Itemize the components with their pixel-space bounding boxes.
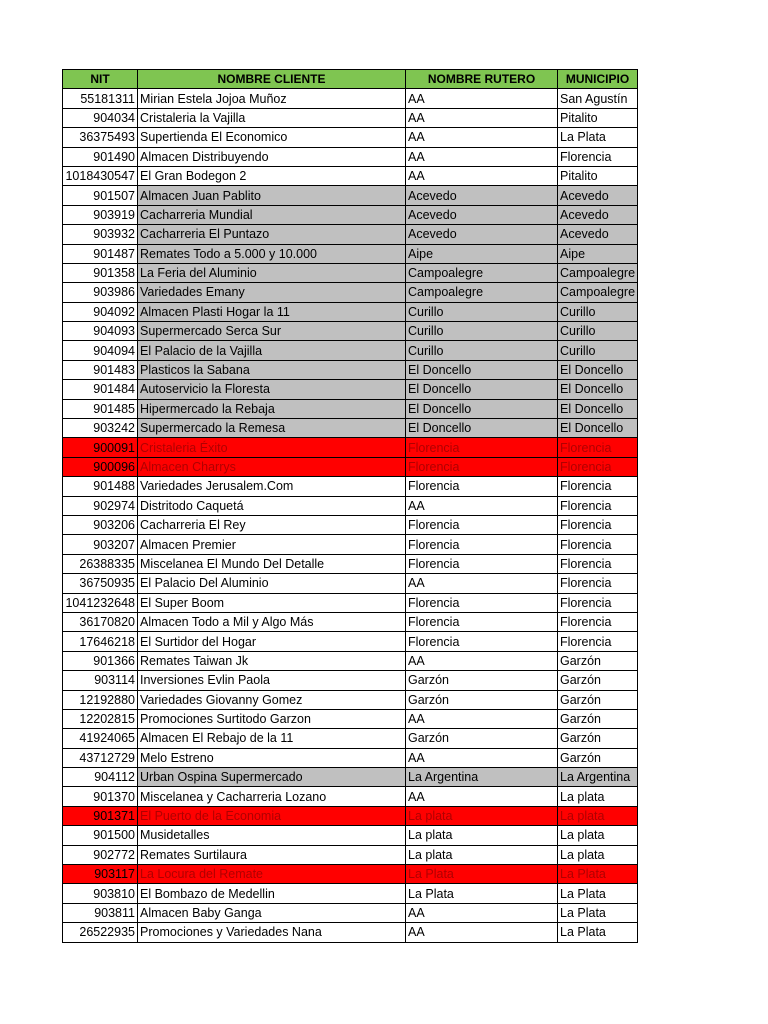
- cell-nombre-cliente[interactable]: El Bombazo de Medellin: [138, 884, 406, 903]
- cell-nombre-rutero[interactable]: Florencia: [406, 438, 558, 457]
- cell-municipio[interactable]: La Plata: [558, 884, 638, 903]
- cell-nombre-rutero[interactable]: La Plata: [406, 865, 558, 884]
- cell-nombre-cliente[interactable]: El Gran Bodegon 2: [138, 166, 406, 185]
- cell-nombre-rutero[interactable]: AA: [406, 709, 558, 728]
- cell-municipio[interactable]: Florencia: [558, 535, 638, 554]
- cell-municipio[interactable]: Pitalito: [558, 166, 638, 185]
- cell-nombre-rutero[interactable]: AA: [406, 496, 558, 515]
- cell-municipio[interactable]: La plata: [558, 806, 638, 825]
- cell-nombre-cliente[interactable]: Hipermercado la Rebaja: [138, 399, 406, 418]
- cell-nombre-rutero[interactable]: AA: [406, 147, 558, 166]
- cell-nit[interactable]: 901485: [63, 399, 138, 418]
- cell-municipio[interactable]: Aipe: [558, 244, 638, 263]
- cell-nombre-rutero[interactable]: Florencia: [406, 632, 558, 651]
- cell-nit[interactable]: 902974: [63, 496, 138, 515]
- cell-municipio[interactable]: Florencia: [558, 554, 638, 573]
- cell-nombre-cliente[interactable]: Miscelanea y Cacharreria Lozano: [138, 787, 406, 806]
- cell-nit[interactable]: 903986: [63, 283, 138, 302]
- cell-municipio[interactable]: Garzón: [558, 671, 638, 690]
- cell-municipio[interactable]: Garzón: [558, 651, 638, 670]
- cell-nombre-cliente[interactable]: La Locura del Remate: [138, 865, 406, 884]
- cell-nit[interactable]: 26388335: [63, 554, 138, 573]
- cell-municipio[interactable]: Florencia: [558, 574, 638, 593]
- cell-nit[interactable]: 901484: [63, 380, 138, 399]
- cell-municipio[interactable]: Garzón: [558, 690, 638, 709]
- cell-nombre-rutero[interactable]: Garzón: [406, 729, 558, 748]
- cell-nombre-cliente[interactable]: Melo Estreno: [138, 748, 406, 767]
- table-row: [63, 166, 638, 185]
- cell-nombre-rutero[interactable]: AA: [406, 923, 558, 942]
- cell-nombre-cliente[interactable]: El Super Boom: [138, 593, 406, 612]
- cell-nombre-rutero[interactable]: Curillo: [406, 302, 558, 321]
- cell-nit[interactable]: 12202815: [63, 709, 138, 728]
- table-row: [63, 205, 638, 224]
- cell-nit[interactable]: 903206: [63, 515, 138, 534]
- cell-nombre-rutero[interactable]: AA: [406, 748, 558, 767]
- cell-nit[interactable]: 903810: [63, 884, 138, 903]
- cell-municipio[interactable]: Garzón: [558, 729, 638, 748]
- cell-nombre-rutero[interactable]: AA: [406, 128, 558, 147]
- cell-nit[interactable]: 36750935: [63, 574, 138, 593]
- table-row: [63, 496, 638, 515]
- table-row: [63, 360, 638, 379]
- cell-nombre-cliente[interactable]: El Palacio de la Vajilla: [138, 341, 406, 360]
- cell-nombre-cliente[interactable]: Almacen El Rebajo de la 11: [138, 729, 406, 748]
- cell-nombre-cliente[interactable]: Variedades Emany: [138, 283, 406, 302]
- cell-nombre-cliente[interactable]: El Palacio Del Aluminio: [138, 574, 406, 593]
- cell-municipio[interactable]: Florencia: [558, 477, 638, 496]
- table-row: [63, 225, 638, 244]
- table-row: [63, 108, 638, 127]
- header-municipio[interactable]: MUNICIPIO: [558, 70, 638, 89]
- cell-municipio[interactable]: La Argentina: [558, 768, 638, 787]
- cell-nombre-cliente[interactable]: Almacen Charrys: [138, 457, 406, 476]
- header-nit[interactable]: NIT: [63, 70, 138, 89]
- cell-nombre-rutero[interactable]: Campoalegre: [406, 283, 558, 302]
- cell-nombre-cliente[interactable]: Remates Surtilaura: [138, 845, 406, 864]
- cell-nit[interactable]: 900091: [63, 438, 138, 457]
- cell-municipio[interactable]: Curillo: [558, 322, 638, 341]
- cell-nombre-cliente[interactable]: El Surtidor del Hogar: [138, 632, 406, 651]
- cell-nombre-cliente[interactable]: Cacharreria Mundial: [138, 205, 406, 224]
- cell-municipio[interactable]: La plata: [558, 787, 638, 806]
- table-row: [63, 554, 638, 573]
- cell-nit[interactable]: 41924065: [63, 729, 138, 748]
- table-row: [63, 923, 638, 942]
- cell-nit[interactable]: 900096: [63, 457, 138, 476]
- cell-municipio[interactable]: Florencia: [558, 438, 638, 457]
- cell-nombre-cliente[interactable]: Remates Todo a 5.000 y 10.000: [138, 244, 406, 263]
- table-row: [63, 593, 638, 612]
- cell-nit[interactable]: 901490: [63, 147, 138, 166]
- cell-nit[interactable]: 36375493: [63, 128, 138, 147]
- table-row: [63, 89, 638, 108]
- table-row: [63, 419, 638, 438]
- cell-nombre-cliente[interactable]: Distritodo Caquetá: [138, 496, 406, 515]
- table-row: [63, 302, 638, 321]
- cell-municipio[interactable]: La Plata: [558, 923, 638, 942]
- table-row: [63, 341, 638, 360]
- cell-nit[interactable]: 901487: [63, 244, 138, 263]
- cell-nit[interactable]: 901500: [63, 826, 138, 845]
- cell-nombre-rutero[interactable]: Florencia: [406, 477, 558, 496]
- cell-municipio[interactable]: El Doncello: [558, 360, 638, 379]
- table-row: [63, 147, 638, 166]
- cell-municipio[interactable]: San Agustín: [558, 89, 638, 108]
- cell-municipio[interactable]: La plata: [558, 826, 638, 845]
- cell-nombre-rutero[interactable]: AA: [406, 89, 558, 108]
- table-row: [63, 515, 638, 534]
- table-row: [63, 748, 638, 767]
- cell-nombre-rutero[interactable]: Curillo: [406, 341, 558, 360]
- cell-nombre-cliente[interactable]: Cacharreria El Puntazo: [138, 225, 406, 244]
- cell-municipio[interactable]: Florencia: [558, 515, 638, 534]
- cell-nombre-rutero[interactable]: Florencia: [406, 593, 558, 612]
- table-row: [63, 128, 638, 147]
- cell-nombre-rutero[interactable]: Florencia: [406, 515, 558, 534]
- cell-municipio[interactable]: El Doncello: [558, 380, 638, 399]
- table-row: [63, 535, 638, 554]
- table-row: [63, 399, 638, 418]
- cell-nombre-rutero[interactable]: Acevedo: [406, 225, 558, 244]
- table-row: [63, 845, 638, 864]
- cell-nombre-cliente[interactable]: Almacen Todo a Mil y Algo Más: [138, 612, 406, 631]
- cell-municipio[interactable]: Campoalegre: [558, 283, 638, 302]
- cell-nit[interactable]: 901366: [63, 651, 138, 670]
- table-row: [63, 263, 638, 282]
- table-row: [63, 574, 638, 593]
- header-nombre-rutero[interactable]: NOMBRE RUTERO: [406, 70, 558, 89]
- cell-nit[interactable]: 904112: [63, 768, 138, 787]
- cell-nombre-rutero[interactable]: El Doncello: [406, 419, 558, 438]
- cell-nombre-cliente[interactable]: Almacen Distribuyendo: [138, 147, 406, 166]
- cell-nit[interactable]: 901483: [63, 360, 138, 379]
- cell-nombre-cliente[interactable]: Cacharreria El Rey: [138, 515, 406, 534]
- table-row: [63, 632, 638, 651]
- cell-nombre-rutero[interactable]: La Argentina: [406, 768, 558, 787]
- cell-nit[interactable]: 902772: [63, 845, 138, 864]
- cell-municipio[interactable]: Curillo: [558, 302, 638, 321]
- cell-municipio[interactable]: La Plata: [558, 128, 638, 147]
- table-row: [63, 322, 638, 341]
- cell-nombre-cliente[interactable]: Supermercado la Remesa: [138, 419, 406, 438]
- table-row: [63, 380, 638, 399]
- cell-nit[interactable]: 903242: [63, 419, 138, 438]
- cell-nombre-cliente[interactable]: El Puerto de la Economia: [138, 806, 406, 825]
- table-row: [63, 457, 638, 476]
- cell-nombre-rutero[interactable]: Florencia: [406, 612, 558, 631]
- cell-nit[interactable]: 12192880: [63, 690, 138, 709]
- cell-nombre-cliente[interactable]: Almacen Baby Ganga: [138, 903, 406, 922]
- cell-nit[interactable]: 901370: [63, 787, 138, 806]
- cell-municipio[interactable]: Florencia: [558, 147, 638, 166]
- cell-nombre-rutero[interactable]: El Doncello: [406, 360, 558, 379]
- cell-nombre-cliente[interactable]: Supertienda El Economico: [138, 128, 406, 147]
- table-row: [63, 806, 638, 825]
- cell-nit[interactable]: 36170820: [63, 612, 138, 631]
- cell-nit[interactable]: 26522935: [63, 923, 138, 942]
- cell-nombre-rutero[interactable]: El Doncello: [406, 399, 558, 418]
- cell-nit[interactable]: 1018430547: [63, 166, 138, 185]
- table-row: [63, 244, 638, 263]
- cell-nombre-rutero[interactable]: La plata: [406, 845, 558, 864]
- cell-nombre-rutero[interactable]: AA: [406, 651, 558, 670]
- cell-municipio[interactable]: Florencia: [558, 593, 638, 612]
- cell-nit[interactable]: 904092: [63, 302, 138, 321]
- cell-nombre-rutero[interactable]: La plata: [406, 826, 558, 845]
- table-row: [63, 477, 638, 496]
- header-nombre-cliente[interactable]: NOMBRE CLIENTE: [138, 70, 406, 89]
- cell-nit[interactable]: 55181311: [63, 89, 138, 108]
- cell-nombre-cliente[interactable]: Cristaleria Éxito: [138, 438, 406, 457]
- cell-nombre-rutero[interactable]: AA: [406, 903, 558, 922]
- table-row: [63, 826, 638, 845]
- cell-nombre-rutero[interactable]: Florencia: [406, 535, 558, 554]
- table-row: [63, 671, 638, 690]
- cell-municipio[interactable]: Acevedo: [558, 225, 638, 244]
- cell-nombre-cliente[interactable]: Promociones y Variedades Nana: [138, 923, 406, 942]
- table-row: [63, 787, 638, 806]
- cell-municipio[interactable]: Florencia: [558, 612, 638, 631]
- cell-nit[interactable]: 904034: [63, 108, 138, 127]
- cell-nombre-cliente[interactable]: Promociones Surtitodo Garzon: [138, 709, 406, 728]
- cell-nombre-cliente[interactable]: Almacen Juan Pablito: [138, 186, 406, 205]
- cell-nombre-rutero[interactable]: Acevedo: [406, 205, 558, 224]
- cell-nombre-rutero[interactable]: La Plata: [406, 884, 558, 903]
- cell-nombre-cliente[interactable]: Plasticos la Sabana: [138, 360, 406, 379]
- client-table: [62, 69, 638, 943]
- cell-nit[interactable]: 903207: [63, 535, 138, 554]
- cell-nombre-rutero[interactable]: Garzón: [406, 690, 558, 709]
- cell-nit[interactable]: 904094: [63, 341, 138, 360]
- table-row: [63, 186, 638, 205]
- cell-nombre-cliente[interactable]: Cristaleria la Vajilla: [138, 108, 406, 127]
- cell-nombre-rutero[interactable]: Garzón: [406, 671, 558, 690]
- cell-nombre-cliente[interactable]: Variedades Giovanny Gomez: [138, 690, 406, 709]
- cell-nombre-cliente[interactable]: Almacen Premier: [138, 535, 406, 554]
- cell-municipio[interactable]: Garzón: [558, 709, 638, 728]
- cell-nit[interactable]: 903114: [63, 671, 138, 690]
- cell-municipio[interactable]: Florencia: [558, 632, 638, 651]
- cell-nombre-cliente[interactable]: Mirian Estela Jojoa Muñoz: [138, 89, 406, 108]
- cell-municipio[interactable]: La Plata: [558, 865, 638, 884]
- cell-municipio[interactable]: Campoalegre: [558, 263, 638, 282]
- cell-nit[interactable]: 903117: [63, 865, 138, 884]
- table-row: [63, 651, 638, 670]
- cell-nit[interactable]: 43712729: [63, 748, 138, 767]
- table-row: [63, 729, 638, 748]
- table-row: [63, 283, 638, 302]
- header-row: [63, 70, 638, 89]
- cell-nombre-cliente[interactable]: La Feria del Aluminio: [138, 263, 406, 282]
- table-row: [63, 865, 638, 884]
- cell-nit[interactable]: 1041232648: [63, 593, 138, 612]
- table-body: [63, 89, 638, 942]
- cell-municipio[interactable]: Curillo: [558, 341, 638, 360]
- cell-municipio[interactable]: La Plata: [558, 903, 638, 922]
- cell-nit[interactable]: 901488: [63, 477, 138, 496]
- table-row: [63, 768, 638, 787]
- cell-nit[interactable]: 903932: [63, 225, 138, 244]
- cell-nombre-cliente[interactable]: Musidetalles: [138, 826, 406, 845]
- table-row: [63, 438, 638, 457]
- cell-municipio[interactable]: Acevedo: [558, 186, 638, 205]
- cell-nombre-cliente[interactable]: Variedades Jerusalem.Com: [138, 477, 406, 496]
- cell-municipio[interactable]: Garzón: [558, 748, 638, 767]
- cell-municipio[interactable]: Florencia: [558, 496, 638, 515]
- cell-nombre-rutero[interactable]: El Doncello: [406, 380, 558, 399]
- table-row: [63, 690, 638, 709]
- cell-nombre-rutero[interactable]: Curillo: [406, 322, 558, 341]
- cell-municipio[interactable]: El Doncello: [558, 419, 638, 438]
- cell-nombre-cliente[interactable]: Almacen Plasti Hogar la 11: [138, 302, 406, 321]
- cell-nombre-rutero[interactable]: Acevedo: [406, 186, 558, 205]
- table-row: [63, 903, 638, 922]
- cell-nit[interactable]: 904093: [63, 322, 138, 341]
- cell-nombre-cliente[interactable]: Inversiones Evlin Paola: [138, 671, 406, 690]
- table-row: [63, 884, 638, 903]
- cell-municipio[interactable]: Florencia: [558, 457, 638, 476]
- cell-nombre-cliente[interactable]: Urban Ospina Supermercado: [138, 768, 406, 787]
- cell-nombre-cliente[interactable]: Autoservicio la Floresta: [138, 380, 406, 399]
- cell-nombre-rutero[interactable]: Florencia: [406, 554, 558, 573]
- cell-nit[interactable]: 901358: [63, 263, 138, 282]
- cell-municipio[interactable]: El Doncello: [558, 399, 638, 418]
- cell-nombre-rutero[interactable]: AA: [406, 574, 558, 593]
- cell-nit[interactable]: 901507: [63, 186, 138, 205]
- cell-nit[interactable]: 903919: [63, 205, 138, 224]
- cell-nombre-rutero[interactable]: Florencia: [406, 457, 558, 476]
- table-row: [63, 709, 638, 728]
- cell-nit[interactable]: 903811: [63, 903, 138, 922]
- cell-nombre-rutero[interactable]: Campoalegre: [406, 263, 558, 282]
- cell-nombre-rutero[interactable]: AA: [406, 787, 558, 806]
- cell-nit[interactable]: 17646218: [63, 632, 138, 651]
- cell-municipio[interactable]: La plata: [558, 845, 638, 864]
- cell-nombre-cliente[interactable]: Remates Taiwan Jk: [138, 651, 406, 670]
- cell-nombre-cliente[interactable]: Supermercado Serca Sur: [138, 322, 406, 341]
- cell-nit[interactable]: 901371: [63, 806, 138, 825]
- cell-nombre-rutero[interactable]: AA: [406, 108, 558, 127]
- table-row: [63, 612, 638, 631]
- cell-nombre-cliente[interactable]: Miscelanea El Mundo Del Detalle: [138, 554, 406, 573]
- cell-municipio[interactable]: Pitalito: [558, 108, 638, 127]
- cell-municipio[interactable]: Acevedo: [558, 205, 638, 224]
- cell-nombre-rutero[interactable]: Aipe: [406, 244, 558, 263]
- cell-nombre-rutero[interactable]: AA: [406, 166, 558, 185]
- cell-nombre-rutero[interactable]: La plata: [406, 806, 558, 825]
